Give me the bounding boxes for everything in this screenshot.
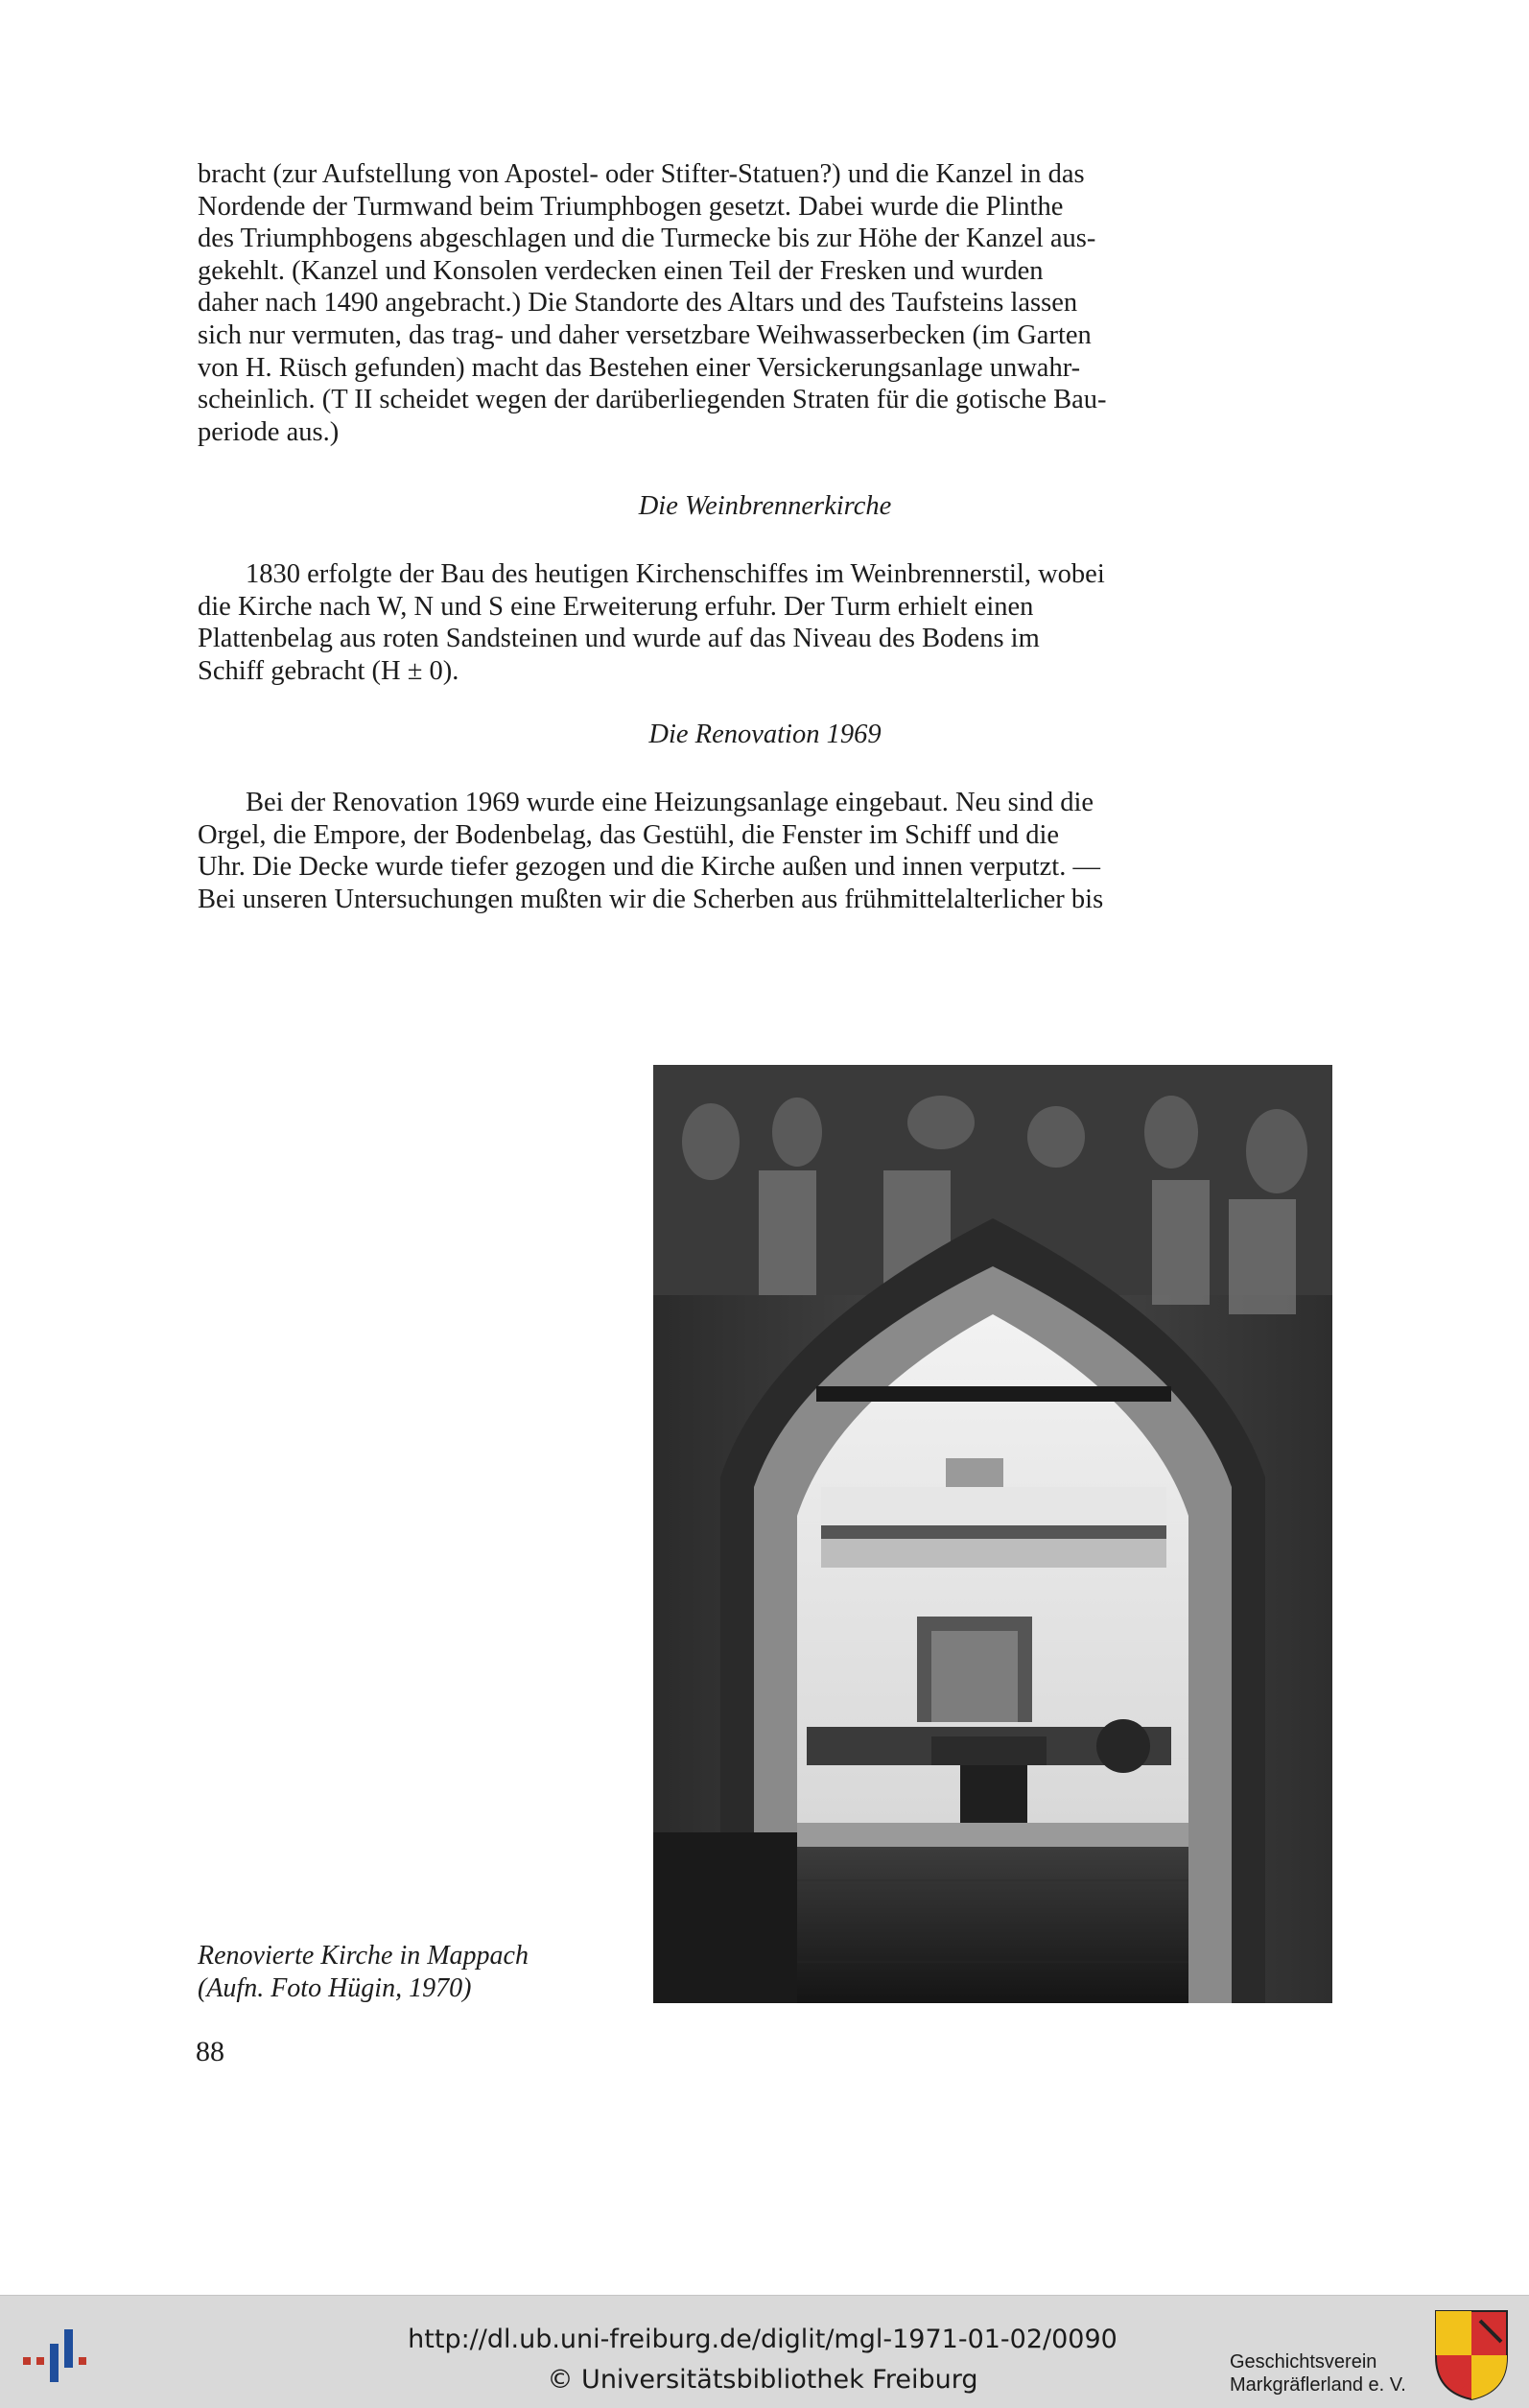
text-line: daher nach 1490 angebracht.) Die Standorte des Altars und des Taufsteins lassen bbox=[198, 288, 1078, 319]
copyright-notice: © Universitätsbibliothek Freiburg bbox=[547, 2365, 978, 2395]
text-line: Bei unseren Untersuchungen mußten wir die Scherben aus frühmittelalterlicher bis bbox=[198, 884, 1104, 914]
text-line: bracht (zur Aufstellung von Apostel- oder Stifter-Statuen?) und die Kanzel in das bbox=[198, 159, 1085, 189]
text-line: Bei der Renovation 1969 wurde eine Heizungsanlage eingebaut. Neu sind die bbox=[246, 788, 1094, 817]
text-line: die Kirche nach W, N und S eine Erweiterung erfuhr. Der Turm erhielt einen bbox=[198, 591, 1034, 622]
section-heading-renovation: Die Renovation 1969 bbox=[648, 720, 882, 749]
text-line: von H. Rüsch gefunden) macht das Bestehen einer Versickerungsanlage unwahr- bbox=[198, 352, 1081, 383]
text-line: Nordende der Turmwand beim Triumphbogen gesetzt. Dabei wurde die Plinthe bbox=[198, 191, 1064, 222]
text-line: Schiff gebracht (H ± 0). bbox=[198, 655, 459, 686]
text-line: periode aus.) bbox=[198, 416, 340, 447]
society-line: Geschichtsverein bbox=[1230, 2351, 1377, 2373]
page-number: 88 bbox=[196, 2036, 224, 2067]
text-line: sich nur vermuten, das trag- und daher versetzbare Weihwasserbecken (im Garten bbox=[198, 319, 1092, 350]
text-line: des Triumphbogens abgeschlagen und die Turmecke bis zur Höhe der Kanzel aus- bbox=[198, 224, 1096, 254]
text-line: gekehlt. (Kanzel und Konsolen verdecken einen Teil der Fresken und wurden bbox=[198, 255, 1044, 286]
text-line: Orgel, die Empore, der Bodenbelag, das Gestühl, die Fenster im Schiff und die bbox=[198, 819, 1060, 850]
library-logo-icon bbox=[21, 2325, 98, 2392]
text-line: 1830 erfolgte der Bau des heutigen Kirchenschiffes im Weinbrennerstil, wobei bbox=[246, 559, 1105, 589]
text-line: Uhr. Die Decke wurde tiefer gezogen und die Kirche außen und innen verputzt. — bbox=[198, 852, 1100, 883]
viewer-footer bbox=[0, 2295, 1529, 2408]
paragraph-gothic-period bbox=[198, 158, 1332, 448]
paragraph-renovation bbox=[198, 787, 1332, 915]
photo-caption bbox=[198, 1940, 620, 2005]
caption-title: Renovierte Kirche in Mappach bbox=[198, 1941, 529, 1971]
society-name bbox=[1230, 2350, 1431, 2396]
section-heading-weinbrennerkirche: Die Weinbrennerkirche bbox=[638, 491, 892, 521]
text-line: scheinlich. (T II scheidet wegen der darüberliegenden Straten für die gotische Bau- bbox=[198, 385, 1107, 415]
church-interior-photo bbox=[653, 1065, 1332, 2003]
society-line: Markgräflerland e. V. bbox=[1230, 2374, 1406, 2396]
document-url-link[interactable]: http://dl.ub.uni-freiburg.de/diglit/mgl-1971-01-02/0090 bbox=[408, 2325, 1117, 2354]
paragraph-weinbrennerkirche bbox=[198, 558, 1332, 687]
caption-credit: (Aufn. Foto Hügin, 1970) bbox=[198, 1973, 472, 2003]
coat-of-arms-icon bbox=[1434, 2309, 1509, 2401]
text-line: Plattenbelag aus roten Sandsteinen und wurde auf das Niveau des Bodens im bbox=[198, 624, 1040, 654]
